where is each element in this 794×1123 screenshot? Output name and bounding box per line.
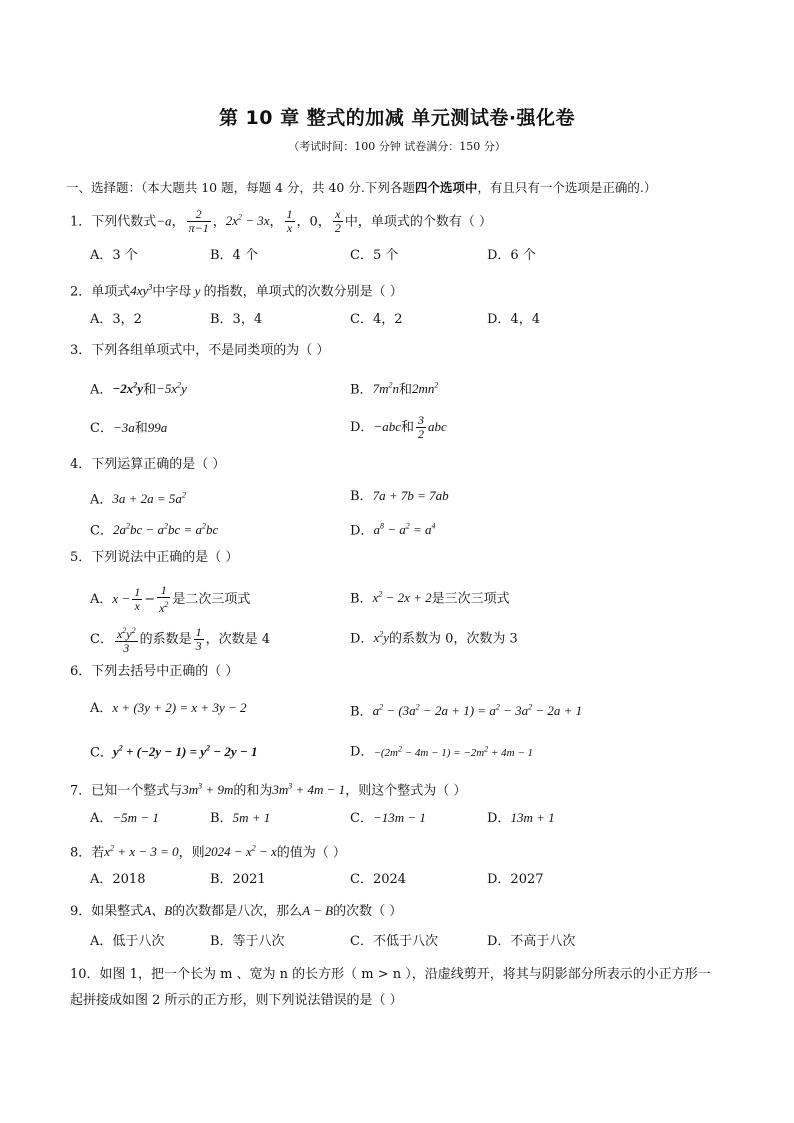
expr: −a [156, 213, 172, 229]
q9-option-b[interactable]: B．等于八次 [210, 934, 285, 949]
q6-option-d[interactable]: D．$-(2m^2 - 4m - 1) = -2m^2 + 4m - 1$ [350, 744, 534, 760]
question-6: 6．下列去括号中正确的（ ） [70, 664, 239, 679]
q9-option-d[interactable]: D．不高于八次 [487, 934, 576, 949]
question-5: 5．下列说法中正确的是（ ） [70, 550, 239, 565]
question-10 [70, 962, 730, 1014]
section-bold: 四个选项中 [414, 180, 478, 195]
question-9: 9．如果整式A、B的次数都是八次，那么A − B的次数（ ） [70, 903, 403, 919]
q7-option-c[interactable]: C．−13m − 1 [350, 810, 426, 826]
q9-option-a[interactable]: A．低于八次 [90, 934, 165, 949]
section-heading: 一、选择题：（本大题共 10 题，每题 4 分，共 40 分.下列各题四个选项中，有且只有一个选项是正确的.） [66, 180, 657, 195]
q2-option-d[interactable]: D．4，4 [487, 312, 540, 327]
exam-info: （考试时间：100 分钟 试卷满分：150 分） [288, 140, 506, 153]
question-7: 7．已知一个整式与$3m^3 + 9m$的和为$3m^3 + 4m - 1$，则这个整式为（ ） [70, 782, 467, 799]
q6-option-b[interactable]: B．$a^2 - (3a^2 - 2a + 1) = a^2 - 3a^2 - 2a + 1$ [350, 703, 583, 720]
question-3: 3．下列各组单项式中，不是同类项的为（ ） [70, 343, 330, 358]
q1-option-d[interactable]: D．6 个 [487, 248, 536, 263]
q5-option-d[interactable]: D．$x^2y$的系数为 0，次数为 3 [350, 630, 518, 647]
question-4: 4．下列运算正确的是（ ） [70, 457, 226, 472]
q10-line-1: 10．如图 1，把一个长为 m 、宽为 n 的长方形（ m > n ），沿虚线剪开，将其与阴影部分所表示的小正方形一 [70, 967, 711, 982]
q4-option-a[interactable]: A．$3a + 2a = 5a^2$ [90, 491, 186, 508]
q2-option-c[interactable]: C．4，2 [350, 312, 403, 327]
expr: $2x^2 - 3x$ [225, 213, 270, 229]
q2-option-b[interactable]: B．3，4 [210, 312, 263, 327]
fraction: $\frac{x}{2}$ [334, 207, 341, 236]
q8-option-a[interactable]: A．2018 [90, 872, 146, 887]
fraction: $\frac{2}{\pi-1}$ [188, 207, 209, 236]
fraction: $\frac{1}{x}$ [286, 207, 293, 236]
q1-option-c[interactable]: C．5 个 [350, 248, 399, 263]
q5-option-a[interactable]: A．x − $\frac{1}{x}$ − $\frac{1}{x^2}$ 是二次三项式 [90, 583, 251, 615]
q5-option-b[interactable]: B．$x^2 - 2x + 2$是三次三项式 [350, 590, 510, 607]
q8-option-b[interactable]: B．2021 [210, 872, 266, 887]
q4-option-c[interactable]: C．$2a^2bc - a^2bc = a^2bc$ [90, 522, 219, 539]
q5-option-c[interactable]: C． $\frac{x^2y^2}{3}$ 的系数是 $\frac{1}{3}$ ，次数是 4 [90, 625, 271, 655]
q4-option-d[interactable]: D．$a^8 - a^2 = a^4$ [350, 522, 436, 539]
question-1: 1．下列代数式−a， $\frac{2}{\pi-1}$ ，$2x^2 - 3x$， $\frac{1}{x}$ ，0， $\frac{x}{2}$ 中，单项式的个数有（ ） [70, 207, 492, 236]
q8-option-d[interactable]: D．2027 [487, 872, 544, 887]
q4-option-b[interactable]: B．7a + 7b = 7ab [350, 488, 449, 504]
q6-option-c[interactable]: C．$y^2 + (-2y - 1) = y^2 - 2y - 1$ [90, 744, 258, 761]
q3-option-b[interactable]: B．$7m^2n$和$2mn^2$ [350, 381, 439, 398]
q7-option-a[interactable]: A．−5m − 1 [90, 810, 159, 826]
q8-option-c[interactable]: C．2024 [350, 872, 407, 887]
q3-option-d[interactable]: D．−abc和 $\frac{3}{2}$ abc [350, 413, 447, 441]
q3-option-a[interactable]: A．$-2x^2y$和$-5x^2y$ [90, 381, 187, 398]
q9-option-c[interactable]: C．不低于八次 [350, 934, 438, 949]
q7-option-b[interactable]: B．5m + 1 [210, 810, 271, 826]
page-title: 第 10 章 整式的加减 单元测试卷·强化卷 [218, 107, 576, 129]
question-2: 2．单项式$4xy^3$中字母 y 的指数，单项式的次数分别是（ ） [70, 283, 403, 300]
q1-option-b[interactable]: B．4 个 [210, 248, 258, 263]
question-8: 8．若$x^2 + x - 3 = 0$，则$2024 - x^2 - x$的值为（ ） [70, 844, 346, 861]
q6-option-a[interactable]: A．x + (3y + 2) = x + 3y − 2 [90, 700, 247, 716]
q1-option-a[interactable]: A．3 个 [90, 248, 138, 263]
q2-option-a[interactable]: A．3，2 [90, 312, 142, 327]
q7-option-d[interactable]: D．13m + 1 [487, 810, 555, 826]
q10-line-2: 起拼接成如图 2 所示的正方形，则下列说法错误的是（ ） [70, 993, 403, 1008]
q3-option-c[interactable]: C．−3a和99a [90, 420, 168, 436]
